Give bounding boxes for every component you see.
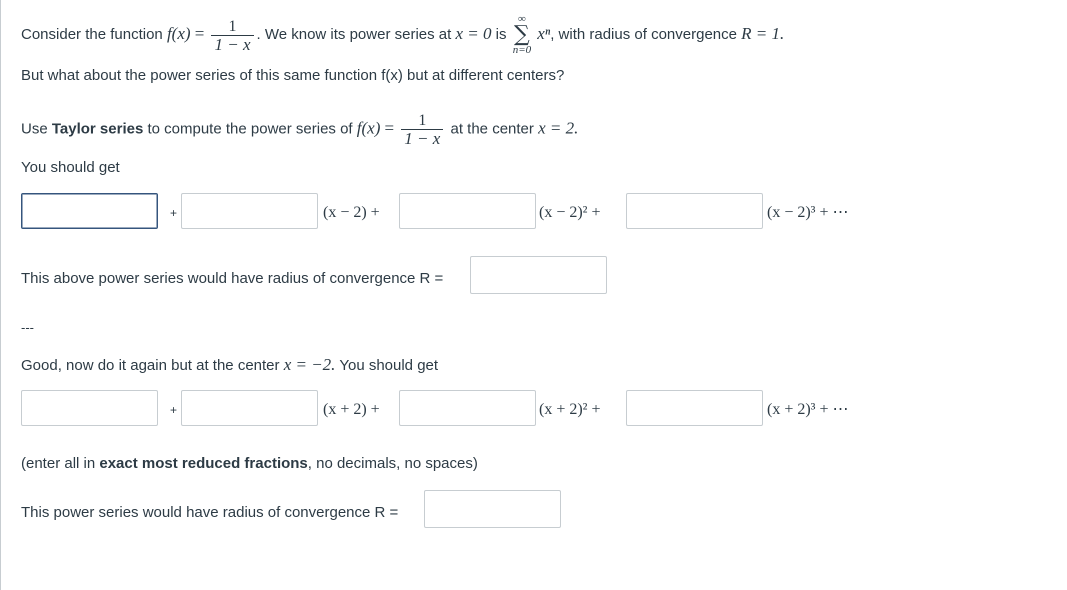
- question-text: But what about the power series of this same function f(x) but at different centers?: [21, 67, 565, 84]
- intro-line: [21, 14, 784, 56]
- fraction-numerator: 1: [228, 17, 237, 35]
- term-x-minus-2: (x − 2) +: [323, 204, 380, 221]
- part2-line: [21, 355, 438, 376]
- center-minus-two: x = −2.: [283, 355, 336, 374]
- function-notation-2: f(x): [356, 118, 381, 138]
- instruction-line: [21, 112, 578, 147]
- answer-input-a1[interactable]: [181, 193, 318, 229]
- answer-input-a3[interactable]: [626, 193, 763, 229]
- fraction: [211, 18, 253, 53]
- radius-line-2: [21, 503, 398, 523]
- answer-input-a2[interactable]: [399, 193, 536, 229]
- center-two: x = 2.: [538, 118, 579, 138]
- term-x-minus-2-cubed: (x − 2)³ + ⋯: [767, 204, 849, 221]
- part2-text: Good, now do it again but at the center: [21, 357, 280, 374]
- radius-value: R = 1.: [741, 23, 785, 43]
- answer-input-b3[interactable]: [626, 390, 763, 426]
- instruction-text-3: at the center: [450, 120, 534, 138]
- left-frame-border: [0, 0, 1, 590]
- term-x-minus-2-squared: (x − 2)² +: [539, 204, 601, 221]
- intro-text-3: is: [495, 25, 507, 43]
- note-text: (enter all in: [21, 455, 96, 472]
- term-x-plus-2-cubed: (x + 2)³ + ⋯: [767, 401, 849, 418]
- center-zero: x = 0: [455, 23, 492, 43]
- question-line: [21, 66, 564, 86]
- intro-text-2: . We know its power series at: [256, 25, 452, 43]
- summation: [513, 14, 531, 56]
- answer-input-b1[interactable]: [181, 390, 318, 426]
- fraction-denominator: 1 − x: [211, 35, 253, 53]
- divider-text: ---: [21, 320, 34, 335]
- answer-input-b2[interactable]: [399, 390, 536, 426]
- radius-text-1: This above power series would have radius of convergence R =: [21, 270, 444, 287]
- note-text-2: , no decimals, no spaces): [307, 455, 478, 472]
- function-notation: f(x): [166, 23, 191, 43]
- intro-text: Consider the function: [21, 25, 163, 43]
- plus-sign: +: [170, 206, 178, 220]
- part2-text-2: You should get: [339, 357, 439, 374]
- radius-text-2: This power series would have radius of convergence R =: [21, 504, 399, 521]
- radius-line-1: [21, 269, 443, 289]
- series-term: xⁿ: [537, 23, 551, 43]
- note-line: [21, 454, 478, 474]
- instruction-text: Use: [21, 120, 48, 138]
- fraction-numerator-2: 1: [418, 112, 427, 129]
- note-bold: exact most reduced fractions: [99, 455, 308, 472]
- taylor-series-bold: Taylor series: [51, 120, 144, 138]
- radius-input-2[interactable]: [424, 490, 561, 528]
- sum-upper-limit: ∞: [517, 13, 526, 25]
- term-x-plus-2: (x + 2) +: [323, 401, 380, 418]
- term-x-plus-2-squared: (x + 2)² +: [539, 401, 601, 418]
- intro-text-4: , with radius of convergence: [550, 25, 737, 43]
- sum-lower-limit: n=0: [512, 44, 532, 56]
- should-get-line: [21, 158, 120, 178]
- plus-sign-2: +: [170, 403, 178, 417]
- radius-input-1[interactable]: [470, 256, 607, 294]
- should-get-text: You should get: [21, 159, 120, 176]
- sigma-symbol: ∑: [514, 22, 530, 47]
- divider: [21, 318, 34, 338]
- instruction-text-2: to compute the power series of: [147, 120, 353, 138]
- answer-input-a0[interactable]: [21, 193, 158, 229]
- answer-input-b0[interactable]: [21, 390, 158, 426]
- fraction-2: [401, 112, 443, 147]
- equals-sign: =: [194, 23, 205, 43]
- fraction-denominator-2: 1 − x: [401, 129, 443, 147]
- equals-sign-2: =: [384, 118, 395, 138]
